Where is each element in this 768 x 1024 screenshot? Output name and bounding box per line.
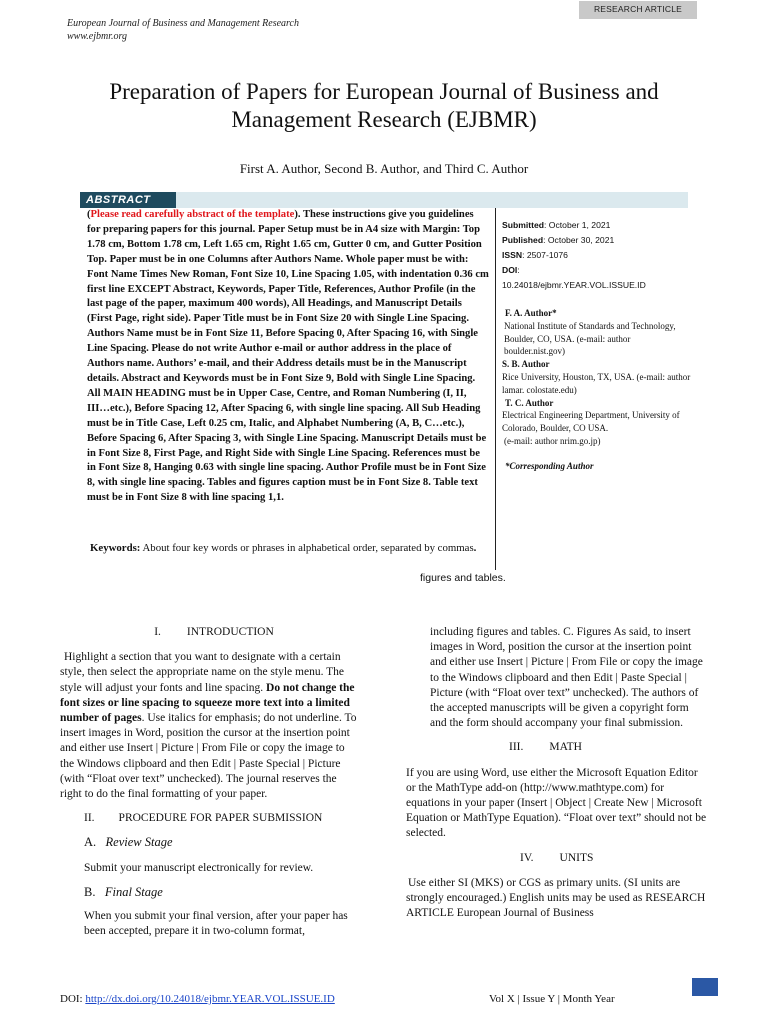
footer-doi: DOI: http://dx.doi.org/10.24018/ejbmr.YEAR.VOL.ISSUE.ID [60,993,335,1005]
doi-link[interactable]: http://dx.doi.org/10.24018/ejbmr.YEAR.VOL.ISSUE.ID [85,993,335,1005]
heading-units: IV. UNITS [520,851,594,864]
author-list: First A. Author, Second B. Author, and Third C. Author [239,161,529,176]
corner-marker [692,978,718,996]
author2-details: S. B. Author Rice University, Houston, TX, USA. (e-mail: author lamar. colostate.edu) [502,359,691,395]
math-paragraph: If you are using Word, use either the Microsoft Equation Editor or the MathType add-on (http://www.mathtype.com) for equations in your paper (Insert | Object | Create New | Microsoft Equation or MathType Equation). “Float over text” should not be selected. [406,766,707,840]
review-stage-text: Submit your manuscript electronically for review. [84,861,314,874]
article-type-badge: RESEARCH ARTICLE [579,1,697,19]
published-row: Published: October 30, 2021 [502,235,615,245]
heading-math: III. MATH [509,741,582,754]
doi-row: DOI: [502,265,520,275]
subheading-final-stage: B. Final Stage [84,884,163,899]
author1-details: F. A. Author* National Institute of Standards and Technology, Boulder, CO, USA. (e-mail: author boulder.nist.gov) [504,308,676,357]
heading-procedure: II. PROCEDURE FOR PAPER SUBMISSION [84,812,323,825]
abstract-red-note: Please read carefully abstract of the template [90,209,295,220]
subheading-review-stage: A. Review Stage [84,835,173,850]
manuscript-details [502,218,692,473]
figures-paragraph: including figures and tables. C. Figures As said, to insert images in Word, position the cursor at the insertion point and either use Insert | Picture | From File or copy the image to the Windows clipboard and then Edit | Paste Special | Picture (with “Float over text” unchecked). The authors of the accepted manuscripts will be given a copyright form and the form should accompany your final submission. [430,626,703,730]
left-column [60,625,358,939]
submitted-row: Submitted: October 1, 2021 [502,220,611,230]
abstract-text [87,208,489,506]
journal-name: European Journal of Business and Management Research [67,18,299,29]
divider-line [495,208,496,570]
paper-title: Preparation of Papers for European Journal of Business and Management Research (EJBMR) [109,79,659,132]
right-column [406,625,708,921]
doi-value: 10.24018/ejbmr.YEAR.VOL.ISSUE.ID [502,280,646,290]
units-paragraph: Use either SI (MKS) or CGS as primary units. (SI units are strongly encouraged.) English units may be used as RESEARCH ARTICLE European Journal of Business [406,876,706,920]
heading-introduction: I. INTRODUCTION [154,626,274,638]
issn-row: ISSN: 2507-1076 [502,250,568,260]
running-header [67,17,299,43]
journal-website: www.ejbmr.org [67,31,128,42]
abstract-label: ABSTRACT [80,192,176,208]
author3-details: T. C. Author Electrical Engineering Department, University of Colorado, Boulder, CO USA. (e-mail: author nrim.go.jp) [502,397,680,446]
footer-volume: Vol X | Issue Y | Month Year [489,993,615,1005]
abstract-open-paren: ( [87,209,91,220]
keywords: Keywords: About four key words or phrases in alphabetical order, separated by commas. [90,542,477,554]
intro-paragraph: Highlight a section that you want to designate with a certain style, then select the appropriate name on the style menu. The style will adjust your fonts and line spacing. Do not change the font sizes or line spacing to squeeze more text into a limited number of pages. Use italics for emphasis; do not underline. To insert images in Word, position the cursor at the insertion point and either use Insert | Picture | From File or copy the image to the Windows clipboard and then Edit | Paste Special | Picture (with “Float over text” unchecked). The journal reserves the right to do the final formatting of your paper. [60,651,357,801]
final-stage-text: When you submit your final version, after your paper has been accepted, prepare it in two-column format, [84,910,348,938]
abstract-body: ). These instructions give you guidelines for preparing papers for this journal. Paper Setup must be in A4 size with Margin: Top 1.78 cm, Bottom 1.78 cm, Left 1.65 cm, Right 1.65 cm, Gutter 0 cm, and Gutter Position Top. Paper must be in one Columns after Authors Name. Whole paper must be with: Font Name Times New Roman, Font Size 10, Line Spacing 1.05, with indentation 0.36 cm first line EXCEPT Abstract, Keywords, Paper Title, References, Author Profile (in the last page of the paper, maximum 400 words), All Headings, and Manuscript Details (First Page, right side). Paper Title must be in Font Size 20 with Single Line Spacing. Authors Name must be in Font Size 11, Before Spacing 0, After Spacing 16, with Single Line Spacing. Please do not write Author e-mail or author address in the place of Authors name. Authors’ e-mail, and their Address details must be in the Manuscript details. Abstract and Keywords must be in Font Size 9, Bold with Single Line Spacing. All MAIN HEADING must be in Upper Case, Centre, and Roman Numbering (I, II, III…etc.), Before Spacing 12, After Spacing 6, with single line spacing. All Sub Heading must be in Title Case, Left 0.25 cm, Italic, and Alphabet Numbering (A, B, C…etc.), Before Spacing 6, After Spacing 3, with Single Line Spacing. Manuscript Details must be in Font Size 8, First Page, and Right Side with Single Line Spacing. References must be in Font Size 8, Hanging 0.63 with single line spacing. Author Profile must be in Font Size 8, with single line spacing. Tables and figures caption must be in Font Size 8. Table text must be in Font Size 8 with line spacing 1,1. [87,209,489,504]
figures-tables-note: figures and tables. [420,572,506,584]
corresponding-author-note: *Corresponding Author [505,460,594,471]
